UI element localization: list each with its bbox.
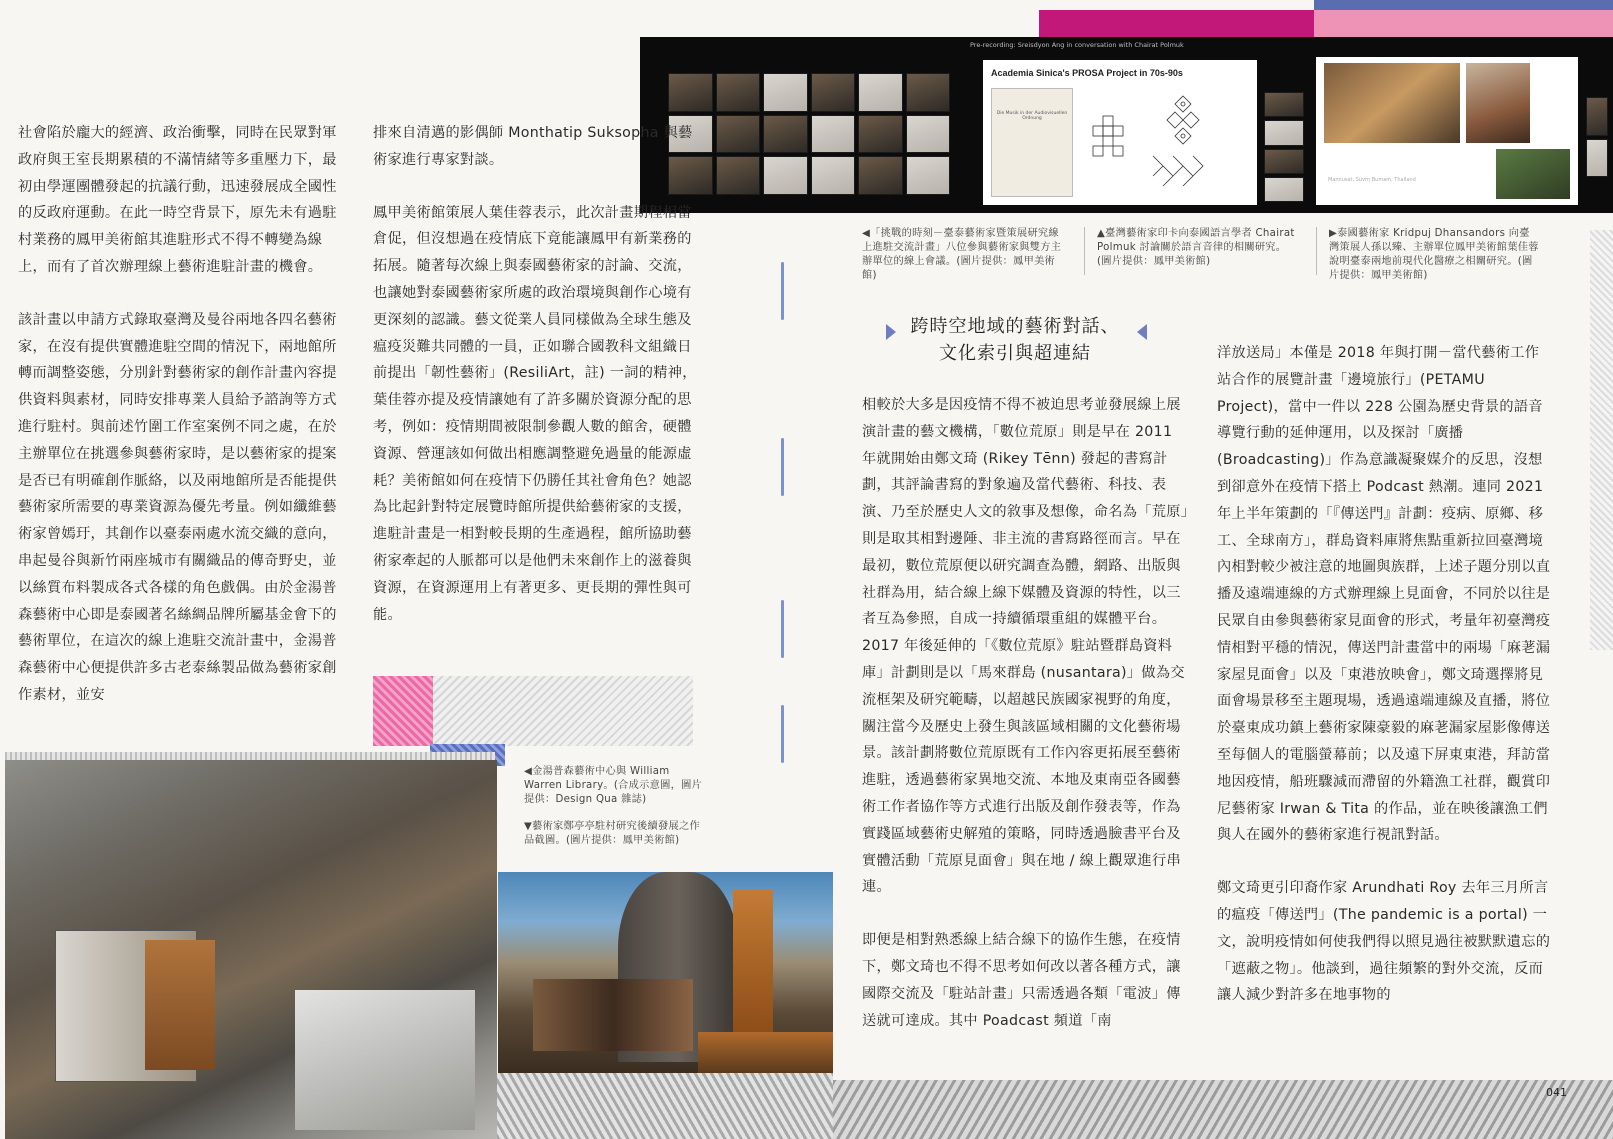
notation-diagram: [1083, 86, 1248, 198]
city-aerial-photo: [5, 760, 497, 1139]
margin-mark: [781, 705, 784, 763]
boat: [698, 1032, 833, 1073]
margin-mark: [781, 262, 784, 320]
book-title: Die Musik in der Audiovisuellen Ordnung: [996, 111, 1068, 121]
caption-film-still: ▼藝術家鄭亭亭駐村研究後續發展之作品截圖。(圖片提供：鳳甲美術館): [524, 821, 700, 846]
caption-language-research: ▲臺灣藝術家印卡向泰國語言學者 Chairat Polmuk 討論關於語言音律的相關研究。(圖片提供：鳳甲美術館): [1097, 228, 1295, 267]
halftone-grey-block: [433, 676, 693, 746]
window-title: Pre-recording: Sreisdyon Ang in conversation with Chairat Polmuk: [970, 41, 1184, 49]
participant-tile: [1264, 149, 1304, 174]
text-column-4: [1217, 340, 1553, 1035]
faces-inset: [533, 979, 693, 1051]
paragraph: 洋放送局」本僅是 2018 年與打開－當代藝術工作站合作的展覽計畫「邊境旅行」(PETAMU Project)，當中一件以 228 公園為歷史背景的語音導覽行動的延伸運用，以及探討「廣播 (Broadcasting)」作為意識凝聚媒介的反思，沒想到卻意外在疫情下搭上 Podcast 熱潮。連同 2021 年上半年策劃的「『傳送門』計劃：疫病、原鄉、移工、全球南方」，群島資料庫將焦點重新拉回臺灣境內相對較少被注意的地圖與族群，上述子題分別以直播及遠端連線的方式辦理線上見面會，不同於以往是民眾自由參與藝術家見面會的形式，考量年初臺灣疫情相對平穩的情況，傳送門計畫當中的兩場「麻荖漏家屋見面會」以及「東港放映會」，鄭文琦選擇將見面會場景移至主題現場，透過遠端連線及直播，將位於臺東成功鎮上藝術家陳豪毅的麻荖漏家屋影像傳送至每個人的電腦螢幕前；以及遠下屏東東港，拜訪當地因疫情，船班驟減而滯留的外籍漁工社群，觀賞印尼藝術家 Irwan & Tita 的作品，並在映後讓漁工們與人在國外的藝術家進行視訊對話。: [1217, 345, 1551, 844]
participant-tile: [716, 115, 761, 154]
text-column-3: [862, 392, 1190, 1060]
halftone-grey-footer: [833, 1080, 1613, 1139]
participant-tile: [716, 156, 761, 195]
research-photo-panel: [1316, 57, 1578, 205]
caption-online-meeting: ◀「挑戰的時刻－臺泰藝術家暨策展研究線上進駐交流計畫」八位參與藝術家與雙方主辦單位的線上會議。(圖片提供：鳳甲美術館): [862, 228, 1062, 281]
section-heading-line: 文化索引與超連結: [939, 343, 1091, 364]
participant-tile: [1264, 177, 1304, 202]
paragraph: 相較於大多是因疫情不得不被迫思考並發展線上展演計畫的藝文機構，「數位荒原」則是早在 2011 年就開始由鄭文琦 (Rikey Tēnn) 發起的書寫計劃，其評論書寫的對象遍及當代藝術、科技、表演、乃至於歷史人文的敘事及想像，命名為「荒原」則是取其相對邊陲、非主流的書寫路徑而言。早在最初，數位荒原便以研究調查為體，網路、出版與社群為用，結合線上線下媒體及資源的特性，以三者互為參照，自成一持續循環重組的媒體平台。2017 年後延伸的「《數位荒原》駐站暨群島資料庫」計劃則是以「馬來群島 (nusantara)」做為交流框架及研究範疇，以超越民族國家視野的角度，關注當今及歷史上發生與該區域相關的文化藝術場景。該計劃將數位荒原既有工作內容更拓展至藝術進駐，透過藝術家異地交流、本地及東南亞各國藝術工作者協作等方式進行出版及創作發表等，作為實踐區域藝術史解殖的策略，同時透過臉書平台及實體活動「荒原見面會」與在地 / 線上觀眾進行串連。: [862, 397, 1189, 896]
film-still-photo: [498, 872, 833, 1073]
participant-tile: [1264, 120, 1304, 145]
participant-tile: [763, 73, 808, 112]
pink-bar: [1314, 10, 1613, 38]
slide-title: Academia Sinica's PROSA Project in 70s-90s: [991, 68, 1183, 78]
building-facade: [145, 940, 215, 1070]
margin-mark: [781, 600, 784, 658]
participant-tile: [1586, 139, 1608, 178]
paragraph: 排來自清邁的影偶師 Monthatip Suksopha 與藝術家進行專家對談。: [373, 125, 693, 168]
section-heading-line: 跨時空地域的藝術對話、: [910, 316, 1120, 337]
book-cover: [991, 88, 1073, 197]
participant-tile: [858, 73, 903, 112]
text-column-1: [18, 120, 348, 735]
paragraph: 社會陷於龐大的經濟、政治衝擊，同時在民眾對軍政府與王室長期累積的不滿情緒等多重壓力下，最初由學運團體發起的抗議行動，迅速發展成全國性的反政府運動。在此一時空背景下，原先未有過駐村業務的鳳甲美術館其進駐形式不得不轉變為線上，而有了首次辦理線上藝術進駐計畫的機會。: [18, 125, 337, 275]
participant-tile: [906, 115, 951, 154]
presentation-slide: [983, 60, 1257, 205]
outdoor-photo: [1496, 149, 1570, 199]
participant-tile: [668, 73, 713, 112]
participant-grid: [668, 73, 950, 195]
participant-tile: [1586, 97, 1608, 136]
participant-tile: [858, 115, 903, 154]
heading-triangle-right: [1137, 324, 1147, 340]
text-column-2: [373, 120, 701, 654]
boat-post: [733, 890, 773, 1040]
paragraph: 該計畫以申請方式錄取臺灣及曼谷兩地各四名藝術家，在沒有提供實體進駐空間的情況下，兩地館所轉而調整姿態，分別針對藝術家的創作計畫內容提供資料與素材，同時安排專業人員給予諮詢等方式進行駐村。與前述竹圍工作室案例不同之處，在於主辦單位在挑選參與藝術家時，是以藝術家的提案是否已有明確創作脈絡，以及兩地館所是否能提供藝術家所需要的專業資源為優先考量。例如纖維藝術家曾嫣玗，其創作以臺泰兩處水流交織的意向，串起曼谷與新竹兩座城市有關織品的傳奇野史，並以絲質布料製成各式各樣的角色戲偶。由於金湯普森藝術中心即是泰國著名絲綢品牌所屬基金會下的藝術單位，在這次的線上進駐交流計畫中，金湯普森藝術中心便提供許多古老泰絲製品做為藝術家創作素材，並安: [18, 311, 337, 703]
video-call-screenshot: [640, 37, 1613, 213]
participant-tile: [1264, 92, 1304, 117]
participant-tile: [906, 73, 951, 112]
halftone-pink-block: [373, 676, 433, 746]
participant-tile: [906, 156, 951, 195]
participant-tile: [811, 73, 856, 112]
halftone-grey-block: [497, 1073, 833, 1139]
participant-tile: [811, 115, 856, 154]
participant-tile: [763, 156, 808, 195]
participant-tile: [763, 115, 808, 154]
ceremony-photo: [1324, 63, 1460, 143]
magenta-bar: [1039, 10, 1314, 38]
caption-divider: [1084, 227, 1085, 275]
paragraph: 鳳甲美術館策展人葉佳蓉表示，此次計畫期程相當倉促，但沒想過在疫情底下竟能讓鳳甲有新業務的拓展。隨著每次線上與泰國藝術家的討論、交流，也讓她對泰國藝術家所處的政治環境與創作心境有更深刻的認識。藝文從業人員同樣做為全球生態及瘟疫災難共同體的一員，正如聯合國教科文組織日前提出「韌性藝術」(ResiliArt，註) 一詞的精神，葉佳蓉亦提及疫情讓她有了許多關於資源分配的思考，例如：疫情期間被限制參觀人數的館舍，硬體資源、營運該如何做出相應調整避免過量的能源虛耗？美術館如何在疫情下仍勝任其社會角色？她認為比起針對特定展覽時館所提供給藝術家的支援，進駐計畫是一相對較長期的生產過程，館所協助藝術家牽起的人脈都可以是他們未來創作上的滋養與資源，在資源運用上有著更多、更長期的彈性與可能。: [373, 204, 697, 623]
costume-photo: [1466, 63, 1530, 143]
paragraph: 鄭文琦更引印裔作家 Arundhati Roy 去年三月所言的瘟疫「傳送門」(The pandemic is a portal) 一文，說明疫情如何使我們得以照見過往被默默遺忘的「遮蔽之物」。他談到，過往頻繁的對外交流，反而讓人減少對許多在地事物的: [1217, 880, 1551, 1004]
halftone-right-edge: [1590, 230, 1613, 650]
photo-caption: Mannusat, Suvrn Bumam, Thailand: [1328, 177, 1416, 183]
blue-bar: [1314, 0, 1613, 10]
page-number: 041: [1546, 1086, 1567, 1099]
section-heading: [895, 313, 1135, 367]
margin-mark: [781, 438, 784, 496]
participant-tile: [716, 73, 761, 112]
participant-tile: [811, 156, 856, 195]
paragraph: 即便是相對熟悉線上結合線下的協作生態，在疫情下，鄭文琦也不得不思考如何改以著各種方式，讓國際交流及「駐站計畫」只需透過各類「電波」傳送就可達成。其中 Poadcast 頻道「南: [862, 932, 1181, 1029]
roof: [295, 990, 475, 1130]
side-participants-right: [1586, 97, 1608, 177]
caption-jim-thompson: ◀金湯普森藝術中心與 William Warren Library。(合成示意圖，圖片提供：Design Qua 雜誌): [524, 766, 703, 805]
top-color-bars: [1039, 0, 1613, 40]
participant-tile: [858, 156, 903, 195]
caption-divider: [1316, 227, 1317, 275]
side-participants: [1264, 92, 1304, 202]
caption-medical-research: ▶泰國藝術家 Kridpuj Dhansandors 向臺灣策展人孫以臻、主辦單位鳳甲美術館葉佳蓉說明臺泰兩地前現代化醫療之相關研究。(圖片提供：鳳甲美術館): [1329, 228, 1539, 281]
